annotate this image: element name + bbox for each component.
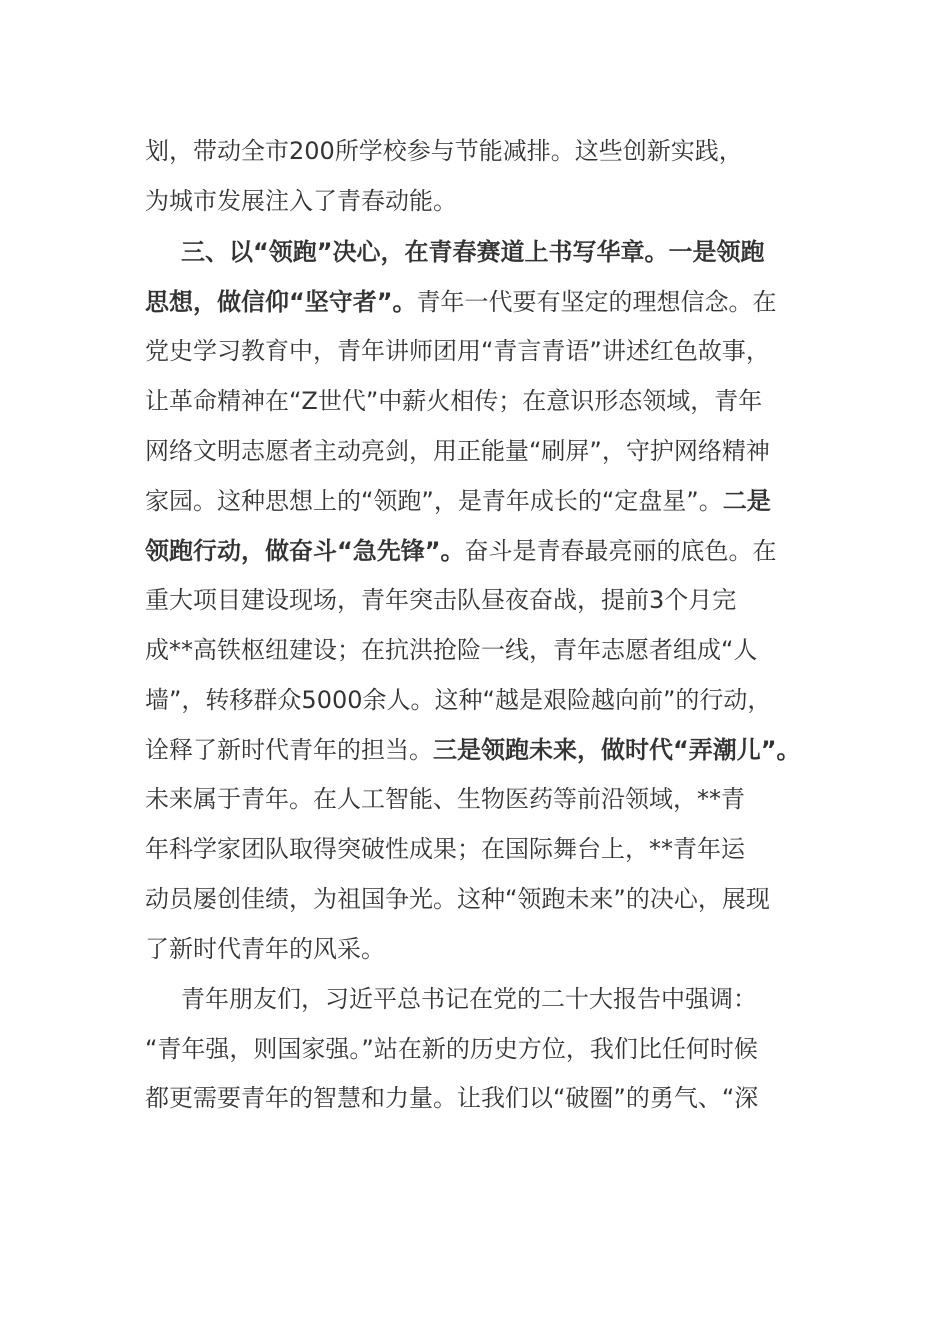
- text-line: 未来属于青年。在人工智能、生物医药等前沿领域，**青: [145, 785, 745, 813]
- text-line: [181, 232, 765, 272]
- text-line: 成**高铁枢纽建设；在抗洪抢险一线，青年志愿者组成“人: [145, 636, 758, 664]
- text-line: [145, 730, 801, 770]
- text-line: 让革命精神在“Z世代”中薪火相传；在意识形态领域，青年: [145, 387, 763, 415]
- bold-heading: 思想，做信仰“坚守者”。: [145, 288, 417, 316]
- bold-heading: 领跑行动，做奋斗“急先锋”。: [145, 537, 465, 565]
- text-line: 动员屡创佳绩，为祖国争光。这种“领跑未来”的决心，展现: [145, 885, 770, 913]
- text-line: [145, 282, 777, 322]
- text-line: “青年强，则国家强。”站在新的历史方位，我们比任何时候: [145, 1035, 758, 1063]
- text-line: 年科学家团队取得突破性成果；在国际舞台上，**青年运: [145, 835, 745, 863]
- text-line: 划，带动全市200所学校参与节能减排。这些创新实践，: [145, 137, 743, 165]
- text-line: 了新时代青年的风采。: [145, 935, 385, 963]
- text-span: 家园。这种思想上的“领跑”，是青年成长的“定盘星”。: [145, 487, 723, 515]
- text-line: 墙”，转移群众5000余人。这种“越是艰险越向前”的行动，: [145, 686, 772, 714]
- bold-heading: 二是: [722, 487, 771, 515]
- text-line: 重大项目建设现场，青年突击队昼夜奋战，提前3个月完: [145, 586, 737, 614]
- text-line: [145, 531, 777, 571]
- text-line: 党史学习教育中，青年讲师团用“青言青语”讲述红色故事，: [145, 337, 770, 365]
- bold-heading: 三是领跑未来，做时代“弄潮儿”。: [433, 736, 801, 764]
- text-span: 诠释了新时代青年的担当。: [145, 736, 433, 764]
- text-line: 网络文明志愿者主动亮剑，用正能量“刷屏”，守护网络精神: [145, 437, 770, 465]
- text-line: 为城市发展注入了青春动能。: [145, 187, 457, 215]
- text-span: 青年一代要有坚定的理想信念。在: [416, 288, 777, 316]
- text-line: 青年朋友们，习近平总书记在党的二十大报告中强调：: [181, 985, 757, 1013]
- text-line: 都更需要青年的智慧和力量。让我们以“破圈”的勇气、“深: [145, 1084, 759, 1112]
- text-line: [145, 481, 771, 521]
- text-span: 奋斗是青春最亮丽的底色。在: [464, 537, 777, 565]
- bold-heading: 三、以“领跑”决心，在青春赛道上书写华章。一是领跑: [181, 238, 765, 266]
